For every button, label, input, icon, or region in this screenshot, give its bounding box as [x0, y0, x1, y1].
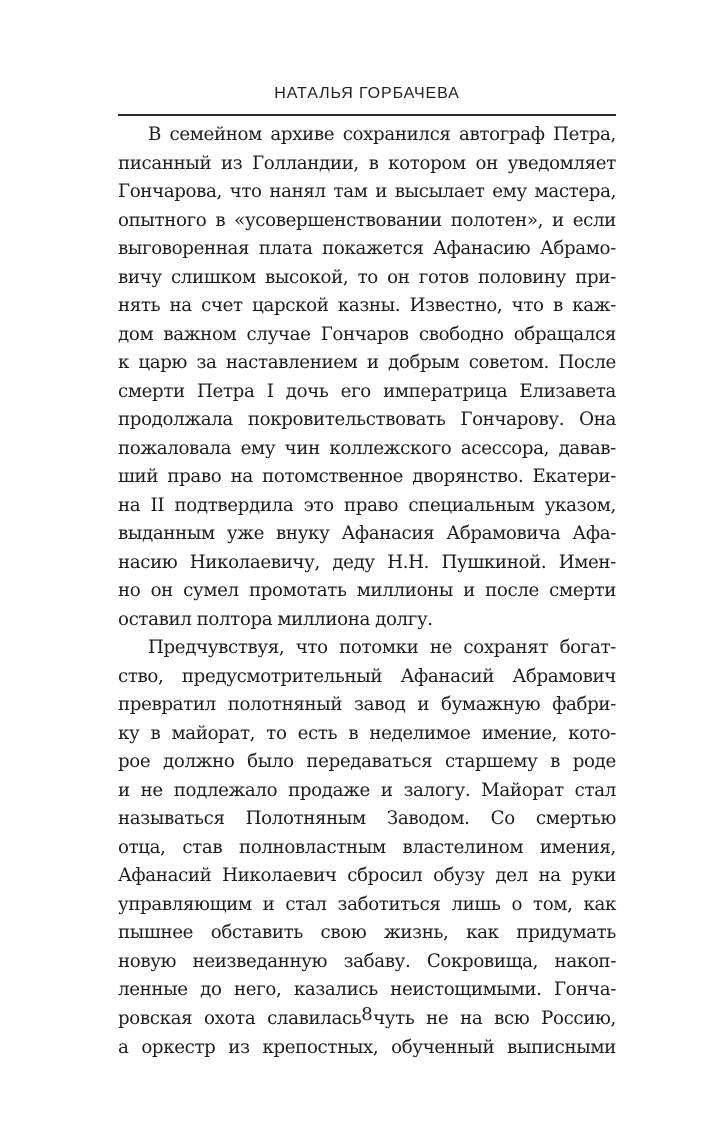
word: сохранился	[342, 124, 451, 145]
word: в	[215, 209, 226, 231]
word: выговоренная	[118, 238, 250, 260]
word: уже	[226, 523, 265, 545]
word: кото-	[568, 722, 616, 744]
word: обставить	[210, 922, 303, 944]
word: чин	[284, 437, 320, 459]
text-line	[118, 292, 616, 321]
word: после	[485, 580, 539, 602]
word: смерти	[549, 580, 616, 602]
word: бумажную	[440, 694, 541, 716]
word: заботиться	[337, 893, 441, 915]
word: превратил	[118, 694, 216, 716]
text-line	[118, 919, 616, 948]
word: Афанасий	[400, 665, 495, 687]
word: дочь	[285, 380, 329, 402]
word: промотать	[248, 580, 347, 602]
text-line	[118, 264, 616, 293]
word: Полотняным	[245, 808, 366, 830]
word: После	[558, 352, 616, 374]
word: обузу	[433, 865, 485, 887]
word: Гончаров	[320, 323, 409, 345]
word: покровительствовать	[247, 409, 446, 431]
word: I	[266, 380, 274, 402]
word: добрым	[388, 352, 460, 374]
word: забаву.	[343, 950, 411, 972]
word: как	[466, 922, 499, 944]
word: том,	[533, 893, 573, 915]
word: указом,	[544, 494, 616, 516]
word: фабри-	[552, 694, 616, 716]
word: давав-	[558, 437, 616, 459]
word: на	[538, 865, 561, 887]
word: Петра,	[553, 124, 616, 145]
word: из	[221, 152, 243, 174]
page-number: 8	[361, 1004, 373, 1025]
word: то	[357, 266, 378, 288]
text-line	[118, 606, 616, 635]
word: и	[366, 352, 379, 374]
word: Майорат	[481, 779, 564, 801]
word: выписными	[507, 1036, 616, 1058]
word: подтвердила	[174, 494, 294, 516]
word: при-	[575, 266, 616, 288]
word: сбросил	[347, 865, 423, 887]
word: его	[340, 380, 371, 402]
word: Предчувствуя,	[148, 637, 285, 659]
word: архиве	[270, 124, 335, 145]
word: деду	[332, 551, 375, 573]
word: на	[460, 1007, 483, 1029]
word: то	[266, 722, 287, 744]
word: вичу	[118, 266, 162, 288]
text-line	[118, 349, 616, 378]
word: неистощимыми.	[390, 979, 542, 1001]
word: Екатери-	[532, 466, 616, 488]
word: старшему	[444, 751, 538, 773]
word: Елизавета	[519, 380, 616, 402]
word: полотен»,	[450, 209, 544, 231]
word: жизнь,	[384, 922, 449, 944]
word: «усовершенствовании	[234, 209, 442, 231]
word: обученный	[391, 1036, 495, 1058]
text-line	[118, 720, 616, 749]
word: он	[150, 580, 173, 602]
word: залогу.	[403, 779, 471, 801]
word: было	[247, 751, 294, 773]
word: за	[196, 352, 217, 374]
word: неизведанную	[192, 950, 328, 972]
word: ший	[118, 466, 159, 488]
word: всю	[494, 1007, 530, 1029]
word: свободно	[418, 323, 504, 345]
word: Сокровища,	[426, 950, 539, 972]
word: лишь	[451, 893, 501, 915]
word: казны.	[337, 295, 401, 317]
text-line	[118, 121, 616, 150]
word: казались	[293, 979, 378, 1001]
word: насию	[118, 551, 178, 573]
text-line	[118, 862, 616, 891]
word: свою	[320, 922, 367, 944]
text-line	[118, 663, 616, 692]
word: и	[417, 694, 430, 716]
word: что	[295, 637, 328, 659]
word: пожаловала	[118, 437, 232, 459]
word: и	[262, 893, 275, 915]
word: ему	[240, 437, 276, 459]
word: Абрамо-	[539, 238, 616, 260]
word: Абрамович	[512, 665, 616, 687]
word: право	[344, 494, 399, 516]
word: специальным	[408, 494, 535, 516]
word: в	[348, 722, 359, 744]
word: мастера,	[534, 181, 616, 203]
word: но	[118, 580, 141, 602]
text-line	[118, 834, 616, 863]
word: Гончарова,	[118, 181, 222, 203]
word: и	[552, 209, 564, 231]
word: царской	[252, 295, 329, 317]
word: наставлением	[225, 352, 358, 374]
word: советом.	[468, 352, 549, 374]
word: и	[375, 181, 387, 203]
word: и	[380, 779, 393, 801]
word: что	[229, 181, 262, 203]
word: передаваться	[306, 751, 433, 773]
word: не	[426, 1007, 449, 1029]
word: это	[303, 494, 334, 516]
word: смертью	[535, 808, 616, 830]
word: он	[475, 152, 498, 174]
word: Россию,	[541, 1007, 616, 1029]
word: подлежало	[173, 779, 278, 801]
word: богат-	[559, 637, 616, 659]
word: асессора,	[460, 437, 550, 459]
word: если	[572, 209, 616, 231]
word: руки	[571, 865, 616, 887]
word: право	[167, 466, 222, 488]
word: оставил	[118, 608, 192, 630]
word: высылает	[394, 181, 485, 203]
word: Афанасия	[341, 523, 435, 545]
word: рое	[118, 751, 151, 773]
word: Гонча-	[553, 979, 616, 1001]
word: В	[148, 124, 162, 145]
word: оркестр	[141, 1036, 216, 1058]
word: продолжала	[118, 409, 233, 431]
page-body-text	[118, 121, 616, 1062]
word: котором	[388, 152, 466, 174]
word: а	[118, 1036, 129, 1058]
text-line	[118, 235, 616, 264]
text-line	[118, 492, 616, 521]
word: стал	[285, 893, 327, 915]
word: в	[368, 152, 379, 174]
word: придумать	[516, 922, 616, 944]
word: ство,	[118, 665, 164, 687]
word: Она	[579, 409, 616, 431]
word: царю	[138, 352, 188, 374]
word: есть	[297, 722, 338, 744]
word: миллиона	[277, 608, 371, 630]
word: сохранят	[463, 637, 549, 659]
word: ему	[492, 181, 527, 203]
word: семейном	[169, 124, 262, 145]
word: ленные	[118, 979, 188, 1001]
word: каж-	[572, 295, 616, 317]
word: в	[150, 722, 161, 744]
word: сумел	[183, 580, 239, 602]
word: называться	[118, 808, 225, 830]
word: стал	[574, 779, 616, 801]
word: Голландии,	[252, 152, 359, 174]
word: императрица	[383, 380, 508, 402]
word: Абрамовича	[446, 523, 561, 545]
word: в	[550, 751, 561, 773]
word: пышнее	[118, 922, 194, 944]
word: плата	[258, 238, 313, 260]
word: отца,	[118, 836, 166, 858]
word: дворянство.	[412, 466, 524, 488]
word: имения,	[539, 836, 616, 858]
word: в	[553, 295, 563, 317]
word: автограф	[459, 124, 545, 145]
word: слишком	[170, 266, 256, 288]
text-line	[118, 777, 616, 806]
word: на	[230, 466, 253, 488]
word: и	[118, 779, 130, 801]
word: Гончарову.	[460, 409, 565, 431]
word: Афа-	[572, 523, 616, 545]
text-line	[118, 207, 616, 236]
word: накоп-	[554, 950, 616, 972]
word: он	[387, 266, 410, 288]
word: Николаевичу,	[189, 551, 320, 573]
word: майорат,	[171, 722, 256, 744]
word: важном	[163, 323, 237, 345]
word: став	[182, 836, 223, 858]
word: не	[140, 779, 163, 801]
word: должно	[163, 751, 235, 773]
word: не	[429, 637, 453, 659]
word: выданным	[118, 523, 215, 545]
word: счет	[201, 295, 243, 317]
word: миллионы	[356, 580, 453, 602]
word: ровская	[118, 1007, 193, 1029]
word: Афанасию	[433, 238, 531, 260]
word: внуку	[276, 523, 330, 545]
text-line	[118, 891, 616, 920]
word: и	[463, 580, 475, 602]
word: писанный	[118, 152, 212, 174]
word: Имен-	[558, 551, 616, 573]
word: Пушкиной.	[441, 551, 547, 573]
word: Известно,	[409, 295, 503, 317]
word: неделимое	[369, 722, 471, 744]
word: Н.Н.	[387, 551, 430, 573]
word: завод	[354, 694, 406, 716]
running-header-author: НАТАЛЬЯ ГОРБАЧЕВА	[274, 85, 460, 102]
word: продаже	[288, 779, 370, 801]
word: II	[150, 494, 165, 516]
word: Со	[490, 808, 515, 830]
word: дел	[495, 865, 528, 887]
word: него,	[234, 979, 282, 1001]
word: новую	[118, 950, 177, 972]
word: управляющим	[118, 893, 252, 915]
word: полотняный	[227, 694, 343, 716]
text-line	[118, 549, 616, 578]
header-rule	[118, 114, 616, 116]
text-line	[118, 463, 616, 492]
word: дом	[118, 323, 154, 345]
word: что	[511, 295, 544, 317]
word: нанял	[269, 181, 326, 203]
text-line	[118, 976, 616, 1005]
word: о	[511, 893, 523, 915]
word: покажется	[322, 238, 424, 260]
word: коллежского	[329, 437, 452, 459]
text-line	[118, 748, 616, 777]
word: из	[228, 1036, 250, 1058]
text-line	[118, 435, 616, 464]
word: потомки	[339, 637, 419, 659]
text-line	[118, 948, 616, 977]
word: до	[200, 979, 222, 1001]
word: имение,	[481, 722, 558, 744]
word: полтора	[196, 608, 273, 630]
word: славилась	[267, 1007, 362, 1029]
word: Афанасий	[118, 865, 212, 887]
word: на	[118, 494, 141, 516]
word: роде	[572, 751, 616, 773]
text-line	[118, 805, 616, 834]
word: опытного	[118, 209, 207, 231]
text-line	[118, 520, 616, 549]
text-line	[118, 1034, 616, 1063]
word: высокой,	[265, 266, 349, 288]
word: нять	[118, 295, 161, 317]
text-line	[118, 691, 616, 720]
word: случае	[246, 323, 311, 345]
word: как	[583, 893, 616, 915]
word: на	[169, 295, 192, 317]
word: ку	[118, 722, 140, 744]
word: готов	[418, 266, 469, 288]
word: властелином	[402, 836, 524, 858]
word: половину	[478, 266, 566, 288]
text-line	[118, 378, 616, 407]
text-line	[118, 150, 616, 179]
text-line	[118, 321, 616, 350]
word: смерти	[118, 380, 185, 402]
text-line	[118, 634, 616, 663]
word: там	[333, 181, 368, 203]
word: обращался	[513, 323, 616, 345]
word: полновластным	[238, 836, 386, 858]
word: долгу.	[375, 608, 433, 630]
word: чуть	[373, 1007, 415, 1029]
text-line	[118, 406, 616, 435]
text-line	[118, 178, 616, 207]
word: к	[118, 352, 130, 374]
word: Николаевич	[222, 865, 337, 887]
text-line	[118, 577, 616, 606]
word: крепостных,	[262, 1036, 379, 1058]
word: потомственное	[262, 466, 404, 488]
word: охота	[204, 1007, 256, 1029]
word: предусмотрительный	[181, 665, 383, 687]
word: Петра	[197, 380, 255, 402]
word: уведомляет	[507, 152, 616, 174]
word: Заводом.	[386, 808, 470, 830]
